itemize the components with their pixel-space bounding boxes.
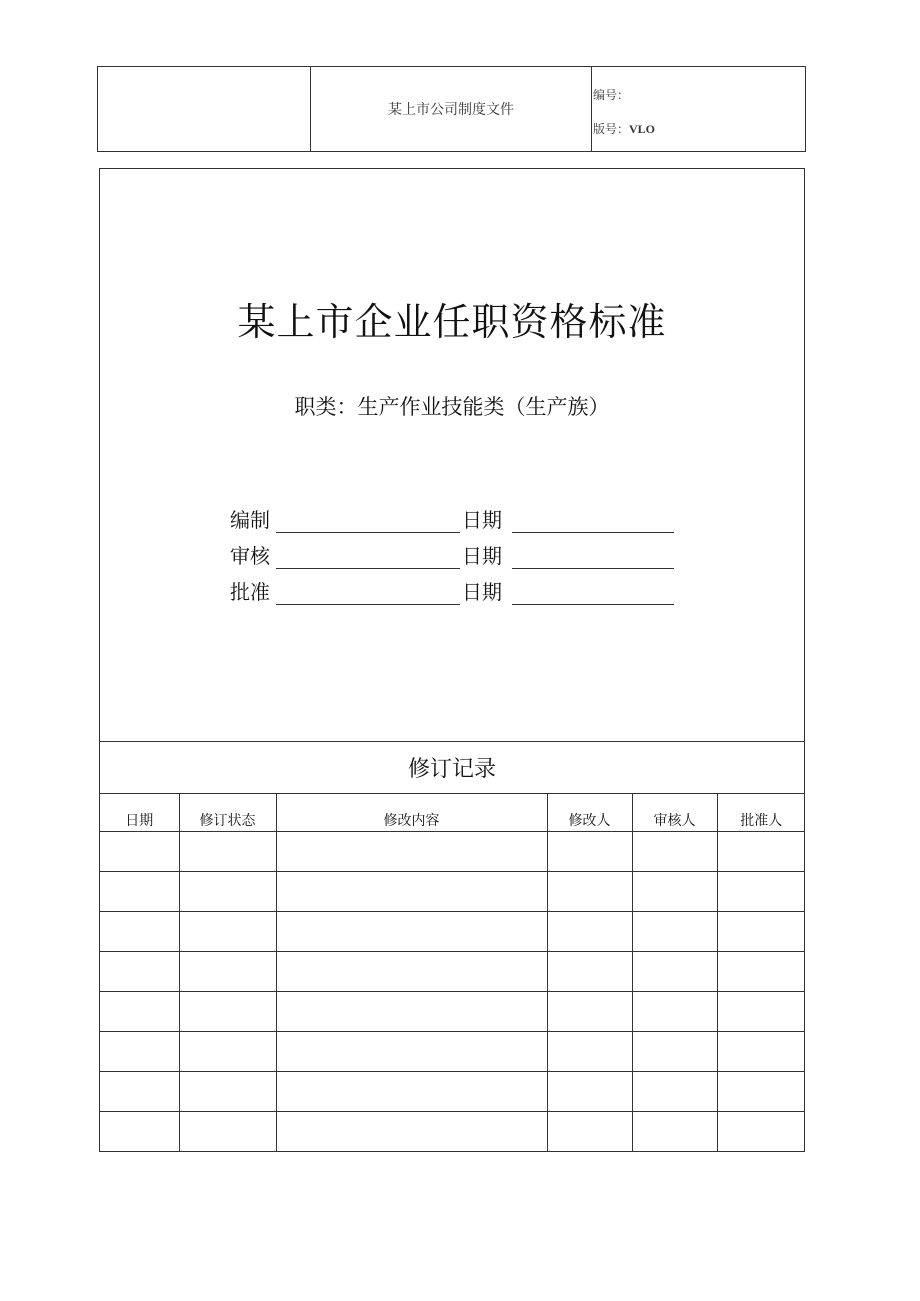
signature-date-line xyxy=(512,508,674,533)
document-header xyxy=(97,66,806,152)
signature-role: 批准 xyxy=(230,580,270,604)
signature-name-line xyxy=(276,544,460,569)
cover-frame xyxy=(99,168,805,1152)
signature-row-compile xyxy=(230,497,680,533)
table-row xyxy=(100,992,805,1032)
column-header: 修改人 xyxy=(547,794,632,832)
table-row xyxy=(100,1072,805,1112)
doc-meta-cell xyxy=(592,67,805,151)
table-header-row xyxy=(100,794,805,832)
signature-date-label: 日期 xyxy=(462,544,502,568)
column-header: 批准人 xyxy=(717,794,805,832)
signature-role: 编制 xyxy=(230,508,270,532)
table-row xyxy=(100,1112,805,1152)
signature-date-label: 日期 xyxy=(462,580,502,604)
doc-version-label: 版号： xyxy=(593,122,630,136)
logo-cell xyxy=(98,67,311,151)
revision-table xyxy=(100,793,805,1151)
signature-block xyxy=(230,497,680,605)
signature-row-approve xyxy=(230,569,680,605)
table-row xyxy=(100,872,805,912)
signature-row-review xyxy=(230,533,680,569)
page-title: 某上市企业任职资格标准 xyxy=(237,300,667,344)
table-row xyxy=(100,912,805,952)
signature-name-line xyxy=(276,508,460,533)
company-doc-title: 某上市公司制度文件 xyxy=(311,67,592,151)
column-header: 修订状态 xyxy=(179,794,276,832)
signature-role: 审核 xyxy=(230,544,270,568)
doc-number-label: 编号： xyxy=(593,88,630,102)
signature-date-line xyxy=(512,580,674,605)
signature-date-label: 日期 xyxy=(462,508,502,532)
table-row xyxy=(100,832,805,872)
doc-version xyxy=(593,120,655,137)
doc-number xyxy=(593,86,629,103)
column-header: 日期 xyxy=(100,794,179,832)
table-row xyxy=(100,952,805,992)
signature-name-line xyxy=(276,580,460,605)
doc-version-value: VLO xyxy=(629,122,656,136)
signature-date-line xyxy=(512,544,674,569)
column-header: 审核人 xyxy=(632,794,717,832)
job-category: 职类：生产作业技能类（生产族） xyxy=(294,395,610,419)
table-row xyxy=(100,1032,805,1072)
column-header: 修改内容 xyxy=(276,794,547,832)
revision-record-title: 修订记录 xyxy=(100,741,804,793)
